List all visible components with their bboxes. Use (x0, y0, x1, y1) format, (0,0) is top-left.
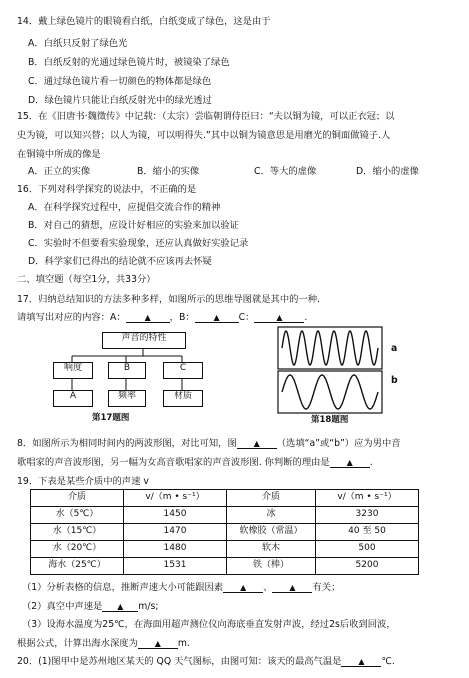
waveform-figure (277, 326, 387, 416)
mindmap-root: 声音的特性 (102, 332, 186, 349)
figure18-caption: 第18题图 (311, 415, 349, 425)
table-cell: 水（20℃） (31, 541, 124, 558)
q18-blank-reason[interactable] (330, 458, 370, 468)
triangle-marker-icon: ▲ (117, 602, 124, 611)
mindmap-node-c: C (163, 362, 203, 379)
q15-option-c: C．等大的虚像 (254, 166, 317, 177)
triangle-marker-icon: ▲ (346, 458, 353, 467)
table-cell: 海水（25℃） (31, 558, 124, 575)
table-cell: 3230 (316, 507, 419, 524)
q15-line3: 在铜镜中所成的像是 (17, 149, 101, 160)
q14-option-b: B．白纸反射的光通过绿色镜片时，被镜染了绿色 (28, 57, 230, 68)
q16-option-d: D．科学家们已得出的结论就不应该再去怀疑 (28, 256, 212, 267)
mindmap-node-material: 材质 (163, 390, 203, 407)
q19-sub1-prompt: （1）分析表格的信息，推断声速大小可能跟因素 (22, 582, 224, 593)
q15-line1: 15．在《旧唐书·魏徵传》中记载：（太宗）尝临朝谓侍臣曰：“夫以铜为镜，可以正衣冠；以 (17, 111, 395, 122)
triangle-marker-icon: ▲ (213, 313, 220, 322)
table-cell: 冰 (227, 507, 316, 524)
triangle-marker-icon: ▲ (276, 313, 283, 322)
q14-option-c: C．通过绿色镜片看一切颜色的物体都是绿色 (28, 76, 212, 87)
table-cell: 500 (316, 541, 419, 558)
q19-sub3-line2 (17, 638, 190, 650)
q19-sub3-unit: m. (177, 638, 190, 649)
section-heading: 二、填空题（每空1分，共33分） (17, 274, 156, 285)
q19-sub1-end: 有关； (312, 582, 341, 593)
q19-blank-factor-2[interactable] (272, 583, 312, 593)
q19-stem: 19．下表是某些介质中的声速 v (17, 476, 149, 487)
table-cell: 铁（棒） (227, 558, 316, 575)
triangle-marker-icon: ▲ (358, 657, 365, 666)
triangle-marker-icon: ▲ (240, 583, 247, 592)
table-header-row (31, 490, 419, 507)
q17-label-b: ，B： (169, 312, 195, 323)
q19-sub2-prompt: （2）真空中声速是 (22, 601, 103, 612)
q18-line2 (17, 457, 373, 469)
table-header: v/（m • s⁻¹） (124, 490, 227, 507)
table-header: 介质 (227, 490, 316, 507)
q15-option-a: A．正立的实像 (28, 166, 91, 177)
table-row (31, 507, 419, 524)
table-cell: 软橡胶（常温） (227, 524, 316, 541)
table-row (31, 558, 419, 575)
q20-line1 (17, 656, 395, 668)
q20-unit: ℃. (381, 656, 395, 667)
mindmap-node-b: B (108, 362, 146, 379)
q18-hint: （选填“a”或“b”）应为男中音 (276, 438, 401, 449)
triangle-marker-icon: ▲ (154, 639, 161, 648)
q14-option-d: D．绿色镜片只能让白纸反射光中的绿光透过 (28, 95, 212, 106)
mindmap-node-a: A (53, 390, 93, 407)
q15-line2: 史为镜，可以知兴替；以人为镜，可以明得失.”其中以铜为镜意思是用磨光的铜面做镜子.人 (17, 130, 391, 141)
table-row (31, 541, 419, 558)
table-cell: 水（5℃） (31, 507, 124, 524)
q18-reason-prompt: 歌唱家的声音波形图，另一幅为女高音歌唱家的声音波形图. 你判断的理由是 (17, 457, 330, 468)
table-row (31, 524, 419, 541)
figure17-caption: 第17题图 (92, 413, 130, 423)
q14-stem: 14．戴上绿色镜片的眼镜看白纸，白纸变成了绿色，这是由于 (17, 16, 271, 27)
q16-option-a: A．在科学探究过程中，应提倡交流合作的精神 (28, 202, 221, 213)
q17-label-c: C： (238, 312, 255, 323)
table-cell: 软木 (227, 541, 316, 558)
table-header: 介质 (31, 490, 124, 507)
q19-blank-vacuum-speed[interactable] (102, 602, 138, 612)
q19-sub1 (22, 582, 340, 594)
q16-option-b: B．对自己的猜想，应设计好相应的实验来加以验证 (28, 220, 239, 231)
table-cell: 40 至 50 (316, 524, 419, 541)
q20-prompt: 20．(1)图甲中是苏州地区某天的 QQ 天气图标，由图可知：该天的最高气温是 (17, 656, 342, 667)
q19-blank-factor-1[interactable] (223, 583, 263, 593)
triangle-marker-icon: ▲ (253, 439, 260, 448)
mindmap-node-loudness: 响度 (53, 362, 93, 379)
table-header: v/（m • s⁻¹） (316, 490, 419, 507)
q18-blank-figure[interactable] (237, 439, 277, 449)
q14-option-a: A．白纸只反射了绿色光 (28, 38, 128, 49)
sound-speed-table (30, 489, 419, 575)
q15-option-b: B．缩小的实像 (137, 166, 200, 177)
q19-sub3-prompt: 根据公式，计算出海水深度为 (17, 638, 138, 649)
q17-line1: 17．归纳总结知识的方法多种多样，如图所示的思维导图就是其中的一种. (17, 294, 320, 305)
q18-end: . (369, 457, 373, 468)
table-cell: 1450 (124, 507, 227, 524)
triangle-marker-icon: ▲ (144, 313, 151, 322)
table-cell: 1480 (124, 541, 227, 558)
q19-sub2-unit: m/s; (138, 601, 159, 612)
q17-end: . (304, 312, 308, 323)
q16-option-c: C．实验时不但要看实验现象，还应认真做好实验记录 (28, 238, 249, 249)
table-cell: 1470 (124, 524, 227, 541)
q19-sub3-line1: （3）设海水温度为25℃，在海面用超声测位仪向海底垂直发射声波，经过2s后收到回波， (22, 619, 396, 630)
triangle-marker-icon: ▲ (289, 583, 296, 592)
table-cell: 水（15℃） (31, 524, 124, 541)
q18-line1 (17, 438, 401, 450)
q20-blank-max-temp[interactable] (341, 657, 381, 667)
q18-prompt: 8．如图所示为相同时间内的两波形图，对比可知，图 (17, 438, 237, 449)
table-cell: 5200 (316, 558, 419, 575)
q19-sub2 (22, 601, 158, 613)
waveform-label-a: a (391, 343, 398, 354)
mindmap-node-frequency: 频率 (108, 390, 146, 407)
q16-stem: 16．下列对科学探究的说法中，不正确的是 (17, 184, 197, 195)
q19-blank-depth[interactable] (138, 639, 178, 649)
q19-sub1-separator: 、 (263, 582, 273, 593)
q17-prompt: 请填写出对应的内容：A： (17, 312, 126, 323)
table-cell: 1531 (124, 558, 227, 575)
waveform-label-b: b (391, 375, 398, 386)
q15-option-d: D．缩小的虚像 (356, 166, 419, 177)
